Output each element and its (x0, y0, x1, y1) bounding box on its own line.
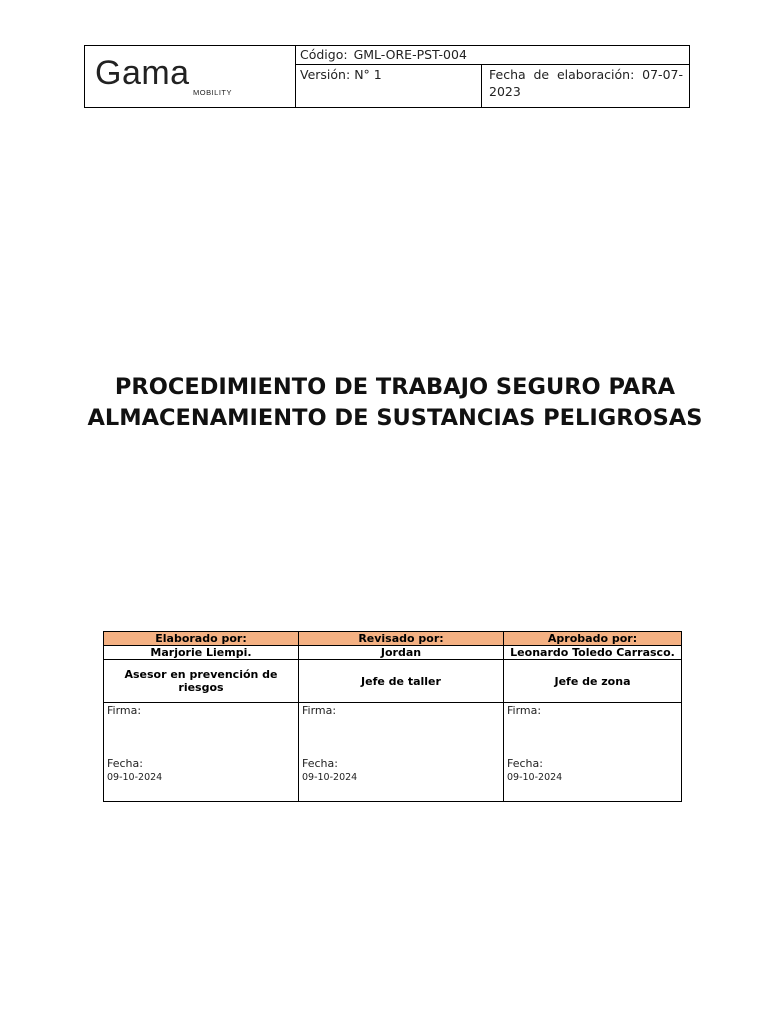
signature-label: Firma: (302, 704, 337, 717)
revisado-name: Jordan (299, 646, 504, 660)
code-value: GML-ORE-PST-004 (353, 47, 467, 62)
signature-label: Firma: (107, 704, 142, 717)
logo-cell (85, 46, 296, 107)
aprobado-heading: Aprobado por: (504, 632, 682, 646)
document-title: PROCEDIMIENTO DE TRABAJO SEGURO PARA ALMACENAMIENTO DE SUSTANCIAS PELIGROSAS (87, 374, 703, 431)
version-label: Versión: (300, 67, 351, 82)
elaborado-signature-cell (104, 703, 299, 802)
signature-row (104, 703, 682, 802)
signature-table (103, 631, 682, 802)
signature-label: Firma: (507, 704, 542, 717)
elaborado-role: Asesor en prevención de riesgos (104, 660, 299, 703)
aprobado-name: Leonardo Toledo Carrasco. (504, 646, 682, 660)
document-header (84, 45, 690, 108)
code-cell (296, 46, 689, 65)
date-value: 09-10-2024 (107, 772, 163, 783)
date-value: 09-10-2024 (507, 772, 563, 783)
revisado-heading: Revisado por: (299, 632, 504, 646)
names-row (104, 646, 682, 660)
code-label: Código: (300, 47, 348, 62)
table-header-row (104, 632, 682, 646)
date-cell: Fecha de elaboración: 07-07-2023 (489, 67, 683, 99)
roles-row (104, 660, 682, 703)
version-cell (296, 65, 482, 107)
aprobado-signature-cell (504, 703, 682, 802)
aprobado-role: Jefe de zona (504, 660, 682, 703)
date-label: Fecha: (107, 757, 143, 770)
date-value: 09-10-2024 (302, 772, 358, 783)
date-label: Fecha: (507, 757, 543, 770)
version-value: N° 1 (354, 67, 382, 82)
elaborado-heading: Elaborado por: (104, 632, 299, 646)
svg-text:Gama: Gama (95, 57, 190, 92)
revisado-role: Jefe de taller (299, 660, 504, 703)
elaborado-name: Marjorie Liempi. (104, 646, 299, 660)
svg-text:MOBILITY: MOBILITY (193, 88, 233, 97)
revisado-signature-cell (299, 703, 504, 802)
gama-mobility-logo (95, 57, 235, 97)
date-label: Fecha: (302, 757, 338, 770)
